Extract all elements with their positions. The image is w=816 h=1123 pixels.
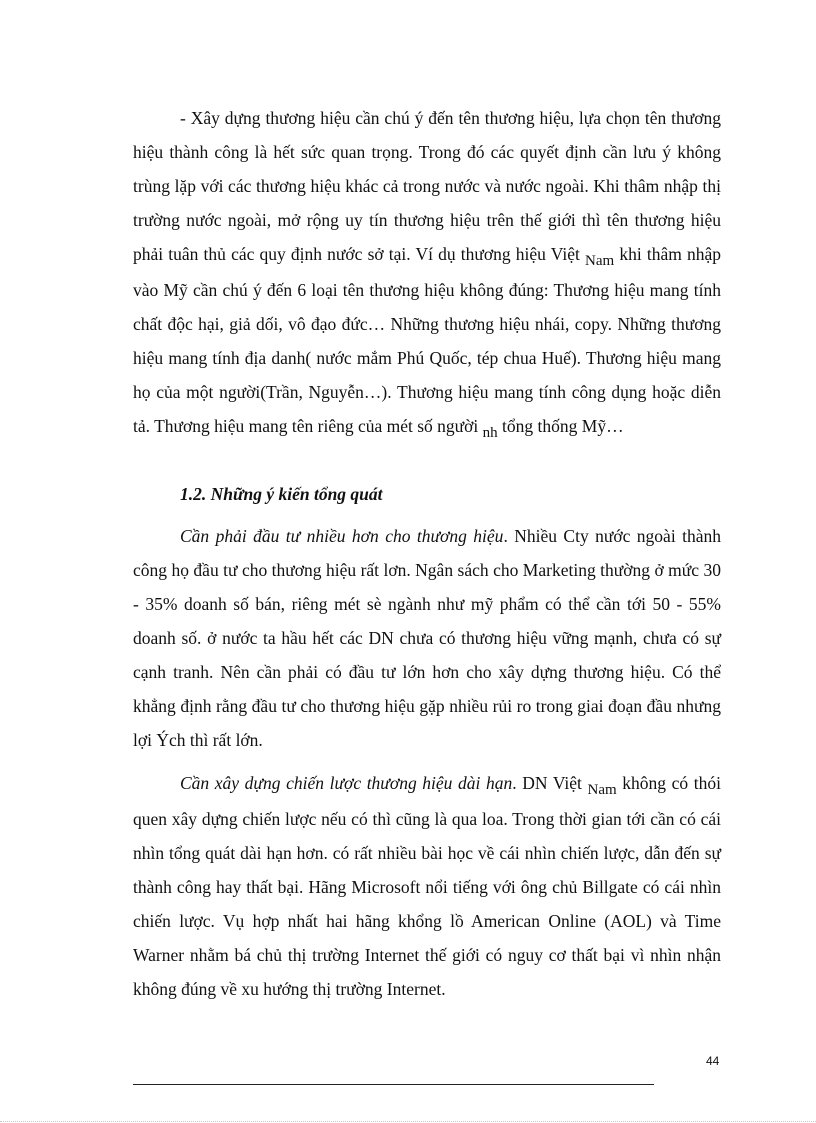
paragraph-text: . DN Việt	[512, 773, 588, 793]
paragraph-text: khi thâm nhập vào Mỹ cần chú ý đến 6 loại tên thương hiệu không đúng: Thương hiệu mang tính chất độc hại, giả dối, vô đạo đức… Những thương hiệu nhái, copy. Những thương hiệu mang tính địa danh( nước mắm Phú Quốc, tép chua Huế). Thương hiệu mang họ của một người(Trần, Nguyễn…). Thương hiệu mang tính công dụng hoặc diễn tả. Thương hiệu mang tên riêng của mét số người	[133, 244, 721, 436]
subscript-text: nh	[482, 425, 498, 441]
footer-divider	[133, 1084, 654, 1085]
page-number: 44	[706, 1054, 720, 1068]
paragraph-text: . Nhiều Cty nước ngoài thành công họ đầu tư cho thương hiệu rất lơn. Ngân sách cho Marketing thường ở mức 30 - 35% doanh số bán, riêng mét sè ngành như mỹ phẩm có thể cần tới 50 - 55% doanh số. ở nước ta hầu hết các DN chưa có thương hiệu vững mạnh, chưa có sự cạnh tranh. Nên cần phải có đầu tư lớn hơn cho xây dựng thương hiệu. Có thể khẳng định rằng đầu tư cho thương hiệu gặp nhiều rủi ro trong giai đoạn đầu nhưng lợi Ých thì rất lớn.	[133, 526, 721, 750]
paragraph-long-term-strategy	[133, 766, 721, 1006]
subscript-text: Nam	[585, 253, 615, 269]
paragraph-investment	[133, 519, 721, 757]
paragraph-text: - Xây dựng thương hiệu cần chú ý đến tên thương hiệu, lựa chọn tên thương hiệu thành công là hết sức quan trọng. Trong đó các quyết định cần lưu ý không trùng lặp với các thương hiệu khác cả trong nước và nước ngoài. Khi thâm nhập thị trường nước ngoài, mở rộng uy tín thương hiệu trên thế giới thì tên thương hiệu phải tuân thủ các quy định nước sở tại. Ví dụ thương hiệu Việt	[133, 108, 721, 264]
paragraph-text: không có thói quen xây dựng chiến lược nếu có thì cũng là qua loa. Trong thời gian tới cần có cái nhìn tổng quát dài hạn hơn. có rất nhiều bài học về cái nhìn chiến lược, dẫn đến sự thành công hay thất bại. Hãng Microsoft nổi tiếng với ông chủ Billgate có cái nhìn chiến lược. Vụ hợp nhất hai hãng khổng lồ American Online (AOL) và Time Warner nhằm bá chủ thị trường Internet thế giới có nguy cơ thất bại vì nhìn nhận không đúng về xu hướng thị trường Internet.	[133, 773, 722, 999]
page-bottom-edge	[0, 1121, 816, 1122]
paragraph-brand-naming	[133, 101, 721, 445]
subscript-text: Nam	[587, 782, 617, 798]
paragraph-text: tổng thống Mỹ…	[497, 416, 624, 436]
section-heading: 1.2. Những ý kiến tổng quát	[180, 484, 383, 504]
italic-lead: Cần xây dựng chiến lược thương hiệu dài hạn	[180, 773, 513, 793]
italic-lead: Cần phải đầu tư nhiều hơn cho thương hiệu	[180, 526, 504, 546]
